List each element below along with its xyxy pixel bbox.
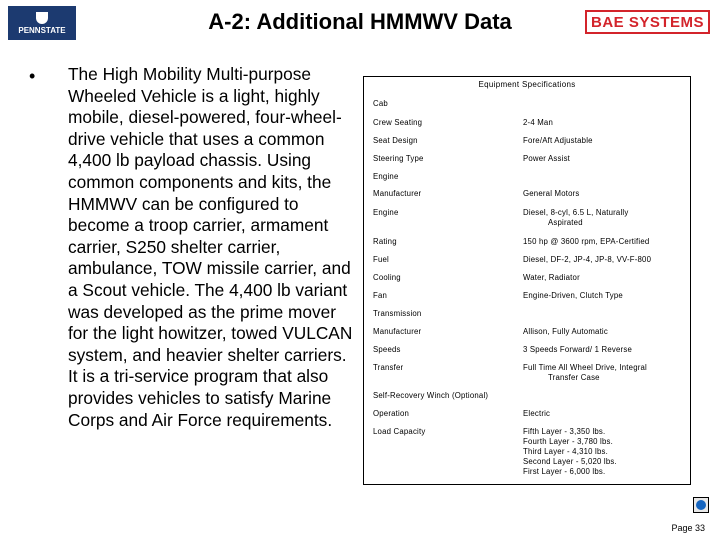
table-header: Equipment Specifications	[478, 80, 576, 89]
row-label: Seat Design	[373, 136, 418, 145]
row-value-line: First Layer - 6,000 lbs.	[523, 467, 606, 476]
row-value: 3 Speeds Forward/ 1 Reverse	[523, 345, 632, 354]
row-label: Manufacturer	[373, 189, 422, 198]
bullet-icon: •	[29, 66, 36, 86]
row-label: Fuel	[373, 255, 389, 264]
section-winch: Self-Recovery Winch (Optional)	[373, 391, 489, 400]
row-value-line: Full Time All Wheel Drive, Integral	[523, 363, 647, 372]
row-label: Rating	[373, 237, 397, 246]
row-value: Allison, Fully Automatic	[523, 327, 608, 336]
row-value: Fore/Aft Adjustable	[523, 136, 593, 145]
row-value: Engine-Driven, Clutch Type	[523, 291, 623, 300]
row-value	[523, 208, 683, 228]
row-value-line: Fourth Layer - 3,780 lbs.	[523, 437, 613, 446]
row-value: Diesel, DF-2, JP-4, JP-8, VV-F-800	[523, 255, 652, 264]
row-label: Manufacturer	[373, 327, 422, 336]
row-value-line: Diesel, 8-cyl, 6.5 L, Naturally	[523, 208, 629, 217]
navigation-icon[interactable]	[693, 497, 709, 513]
row-value: 150 hp @ 3600 rpm, EPA-Certified	[523, 237, 650, 246]
row-label: Speeds	[373, 345, 401, 354]
row-value: Water, Radiator	[523, 273, 580, 282]
row-value-line: Third Layer - 4,310 lbs.	[523, 447, 608, 456]
row-value-line: Transfer Case	[548, 373, 600, 382]
section-cab: Cab	[373, 99, 388, 108]
row-value: General Motors	[523, 189, 580, 198]
row-value-line: Fifth Layer - 3,350 lbs.	[523, 427, 606, 436]
globe-icon	[696, 500, 706, 510]
row-value	[523, 363, 683, 383]
row-value-line: Second Layer - 5,020 lbs.	[523, 457, 617, 466]
description-paragraph: The High Mobility Multi-purpose Wheeled Vehicle is a light, highly mobile, diesel-powered, four-wheel-drive vehicle that uses a common 4,400 lb payload chassis. Using common components and kits, the HMMWV can be configured to become a troop carrier, armament carrier, S250 shelter carrier, ambulance, TOW missile carrier, and a Scout vehicle. The 4,400 lb variant was developed as the prime mover for the light howitzer, towed VULCAN system, and heavier shelter carriers. It is a tri-service program that also provides vehicles to satisfy Marine Corps and Air Force requirements.	[68, 64, 353, 430]
row-label: Steering Type	[373, 154, 424, 163]
row-label: Fan	[373, 291, 388, 300]
row-value-line: Aspirated	[548, 218, 583, 227]
row-label: Load Capacity	[373, 427, 426, 436]
slide-title: A-2: Additional HMMWV Data	[208, 9, 512, 34]
row-value: 2-4 Man	[523, 118, 554, 127]
row-label: Transfer	[373, 363, 404, 372]
row-value	[523, 427, 683, 477]
section-transmission: Transmission	[373, 309, 422, 318]
bae-systems-logo: BAE SYSTEMS	[585, 10, 710, 34]
row-label: Engine	[373, 208, 399, 217]
equipment-specifications-table	[363, 76, 691, 485]
section-engine: Engine	[373, 172, 399, 181]
row-label: Crew Seating	[373, 118, 423, 127]
pennstate-logo-text: PENNSTATE	[18, 25, 66, 35]
row-label: Cooling	[373, 273, 401, 282]
row-value: Electric	[523, 409, 551, 418]
row-label: Operation	[373, 409, 410, 418]
page-number: Page 33	[671, 523, 705, 533]
row-value: Power Assist	[523, 154, 571, 163]
